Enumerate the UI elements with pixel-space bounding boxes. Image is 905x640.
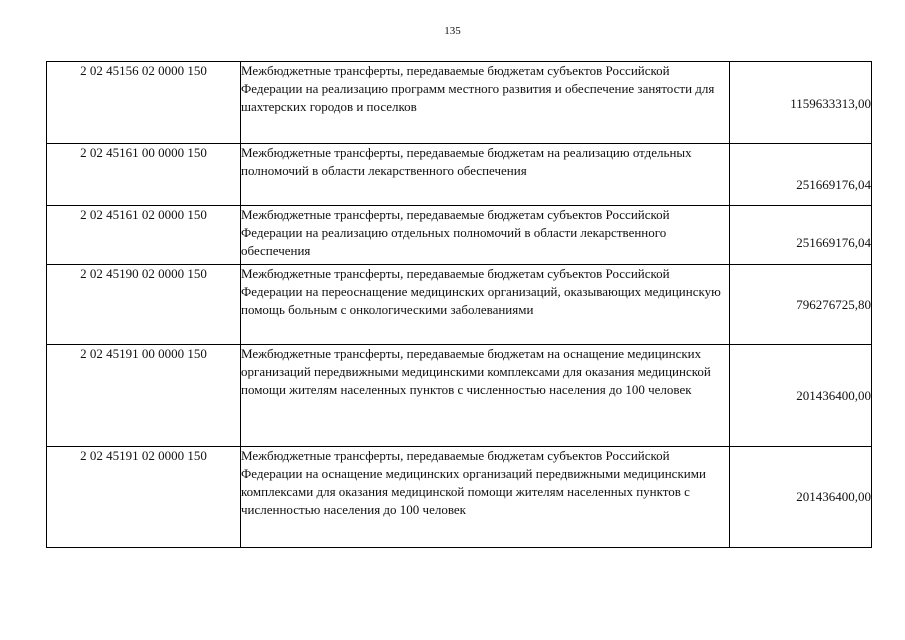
amount-cell	[730, 144, 872, 206]
amount-value: 251669176,04	[796, 235, 871, 250]
budget-code: 2 02 45191 00 0000 150	[47, 345, 241, 447]
amount-cell	[730, 206, 872, 265]
budget-code: 2 02 45156 02 0000 150	[47, 62, 241, 144]
amount-value: 796276725,80	[796, 296, 871, 312]
budget-code: 2 02 45161 00 0000 150	[47, 144, 241, 206]
amount-cell	[730, 62, 872, 144]
transfer-description: Межбюджетные трансферты, передаваемые бюджетам субъектов Российской Федерации на реализацию программ местного развития и обеспечение занятости для шахтерских городов и поселков	[241, 62, 730, 144]
budget-code: 2 02 45190 02 0000 150	[47, 265, 241, 345]
table-row	[47, 447, 872, 548]
amount-value: 201436400,00	[796, 489, 871, 504]
table-row	[47, 62, 872, 144]
table-row	[47, 144, 872, 206]
page-number: 135	[444, 25, 461, 37]
amount-cell	[730, 265, 872, 345]
budget-table	[46, 61, 872, 548]
transfer-description: Межбюджетные трансферты, передаваемые бюджетам субъектов Российской Федерации на реализацию отдельных полномочий в области лекарственного обеспечения	[241, 206, 730, 265]
table-row	[47, 345, 872, 447]
amount-value: 1159633313,00	[790, 95, 871, 111]
budget-code: 2 02 45161 02 0000 150	[47, 206, 241, 265]
transfer-description: Межбюджетные трансферты, передаваемые бюджетам субъектов Российской Федерации на оснащение медицинских организаций передвижными медицинскими комплексами для оказания медицинской помощи жителям населенных пунктов с численностью населения до 100 человек	[241, 447, 730, 548]
table-row	[47, 265, 872, 345]
amount-value: 201436400,00	[796, 387, 871, 403]
transfer-description: Межбюджетные трансферты, передаваемые бюджетам на реализацию отдельных полномочий в области лекарственного обеспечения	[241, 144, 730, 206]
budget-code: 2 02 45191 02 0000 150	[47, 447, 241, 548]
transfer-description: Межбюджетные трансферты, передаваемые бюджетам на оснащение медицинских организаций передвижными медицинскими комплексами для оказания медицинской помощи жителям населенных пунктов с численностью населения до 100 человек	[241, 345, 730, 447]
amount-cell	[730, 447, 872, 548]
table-row	[47, 206, 872, 265]
amount-value: 251669176,04	[796, 176, 871, 192]
amount-cell	[730, 345, 872, 447]
transfer-description: Межбюджетные трансферты, передаваемые бюджетам субъектов Российской Федерации на переоснащение медицинских организаций, оказывающих медицинскую помощь больным с онкологическими заболеваниями	[241, 265, 730, 345]
